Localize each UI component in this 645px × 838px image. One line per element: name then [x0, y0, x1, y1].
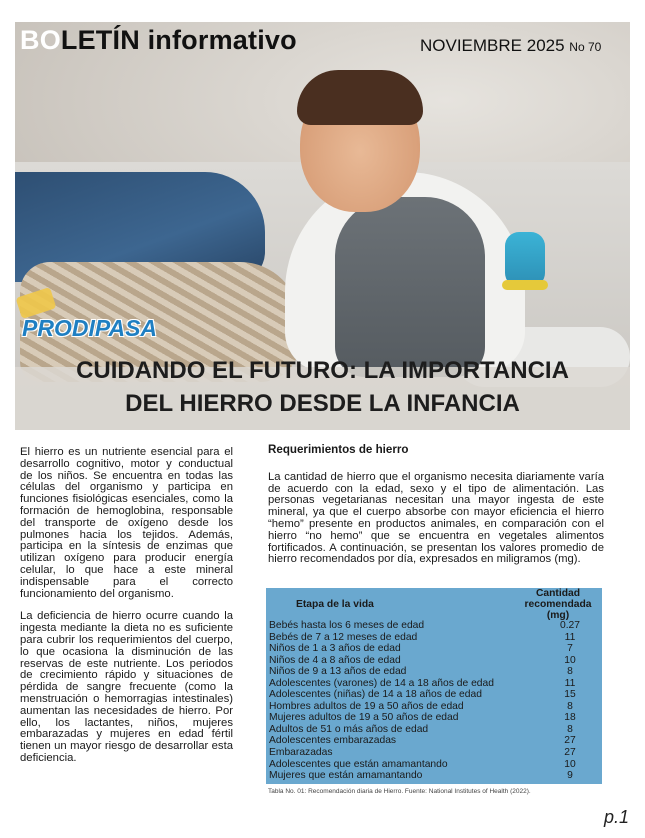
cell-stage: Adultos de 51 o más años de edad [269, 723, 429, 735]
paragraph: La deficiencia de hierro ocurre cuando la ingesta mediante la dieta no es suficiente para cubrir los requerimientos del cuerpo, lo que ocasiona la disminución de las reservas de este nutriente. Los periodos de crecimiento rápido y situaciones de pérdida de sangre frecuente (como la menstruación o hemorragias intestinales) aumentan las necesidades de hierro. Por ello, los lactantes, niños, mujeres embarazadas y mujeres en edad fértil tienen un mayor riesgo de desarrollar esta deficiencia. [20, 610, 233, 764]
table-row [266, 724, 602, 736]
table-header [266, 588, 602, 620]
masthead-title [20, 25, 297, 56]
issue-date: NOVIEMBRE 2025 [420, 36, 565, 55]
right-column [268, 444, 604, 566]
cell-stage: Niños de 4 a 8 años de edad [269, 654, 401, 666]
table-caption: Tabla No. 01: Recomendación diaria de Hierro. Fuente: National Institutes of Health (2022). [268, 788, 531, 795]
table-row [266, 701, 602, 713]
masthead-title-prefix: BO [20, 25, 61, 55]
paragraph: El hierro es un nutriente esencial para el desarrollo cognitivo, motor y conductual de los niños. Se encuentra en todas las células del organismo y participa en funciones fisiológicas esenciales, como la formación de hemoglobina, responsable del transporte de oxígeno desde los pulmones hacia los tejidos. Además, participa en la síntesis de enzimas que utilizan oxígeno para producir energía celular, lo que hace a este mineral indispensable para el correcto funcionamiento del organismo. [20, 446, 233, 600]
cell-amount: 7 [567, 643, 573, 655]
cell-stage: Bebés hasta los 6 meses de edad [269, 620, 425, 631]
cell-stage: Bebés de 7 a 12 meses de edad [269, 631, 418, 643]
table-row [266, 632, 602, 644]
paragraph: La cantidad de hierro que el organismo necesita diariamente varía de acuerdo con la edad, sexo y el tipo de alimentación. Las personas vegetarianas necesitan una mayor ingesta de este mineral, ya que el cuerpo absorbe con mayor eficiencia el hierro “hemo” presente en productos animales, en comparación con el hierro “no hemo” que se encuentra en vegetales alimentos fortificados. A continuación, se presentan los valores promedio de hierro recomendados por día, expresados en miligramos (mg). [268, 470, 604, 566]
cell-stage: Niños de 1 a 3 años de edad [269, 643, 401, 655]
photo-toy [505, 232, 545, 287]
cell-amount: 27 [564, 747, 576, 759]
cell-stage: Adolescentes embarazadas [269, 735, 397, 747]
table-row [266, 643, 602, 655]
table-row [266, 735, 602, 747]
table-row [266, 678, 602, 690]
brand-logo-text: PRODIPASA [22, 315, 158, 341]
cell-stage: Hombres adultos de 19 a 50 años de edad [269, 700, 464, 712]
table-body [266, 620, 602, 782]
photo-baby-vest [335, 197, 485, 377]
column-header-stage: Etapa de la vida [296, 598, 374, 610]
table-row [266, 620, 602, 632]
cell-amount: 10 [564, 758, 576, 770]
headline-line-1: CUIDANDO EL FUTURO: LA IMPORTANCIA [76, 357, 569, 384]
cell-amount: 11 [564, 631, 576, 643]
cell-stage: Adolescentes (varones) de 14 a 18 años de edad [269, 677, 494, 689]
table-row [266, 747, 602, 759]
cell-amount: 0.27 [559, 620, 581, 631]
cell-amount: 11 [564, 677, 576, 689]
table-row [266, 759, 602, 771]
headline-line-2: DEL HIERRO DESDE LA INFANCIA [125, 390, 520, 417]
photo-toy-wheels [502, 280, 548, 290]
headline [15, 354, 630, 420]
cell-amount: 10 [564, 654, 576, 666]
masthead-title-rest: LETÍN informativo [60, 25, 297, 55]
cell-stage: Mujeres adultos de 19 a 50 años de edad [269, 712, 459, 724]
table-row [266, 712, 602, 724]
iron-requirements-table [266, 588, 602, 784]
cell-stage: Adolescentes que están amamantando [269, 758, 448, 770]
page-number: p.1 [604, 807, 630, 827]
photo-baby-hair [297, 70, 423, 125]
cell-stage: Adolescentes (niñas) de 14 a 18 años de edad [269, 689, 482, 701]
table-row [266, 655, 602, 667]
cell-amount: 8 [567, 666, 573, 678]
table-row [266, 689, 602, 701]
cell-amount: 15 [564, 689, 576, 701]
cell-stage: Mujeres que están amamantando [269, 770, 423, 782]
section-heading: Requerimientos de hierro [268, 443, 409, 456]
table-row [266, 770, 602, 782]
cell-amount: 18 [564, 712, 576, 724]
cell-amount: 27 [564, 735, 576, 747]
cell-amount: 8 [567, 700, 573, 712]
cell-stage: Embarazadas [269, 747, 333, 759]
issue-number: No 70 [569, 40, 602, 54]
cell-stage: Niños de 9 a 13 años de edad [269, 666, 407, 678]
cell-amount: 8 [567, 723, 573, 735]
cell-amount: 9 [567, 770, 573, 782]
column-header-amount: Cantidad recomendada (mg) [524, 587, 592, 621]
issue-info [420, 36, 601, 56]
table-row [266, 666, 602, 678]
left-column [20, 447, 233, 776]
